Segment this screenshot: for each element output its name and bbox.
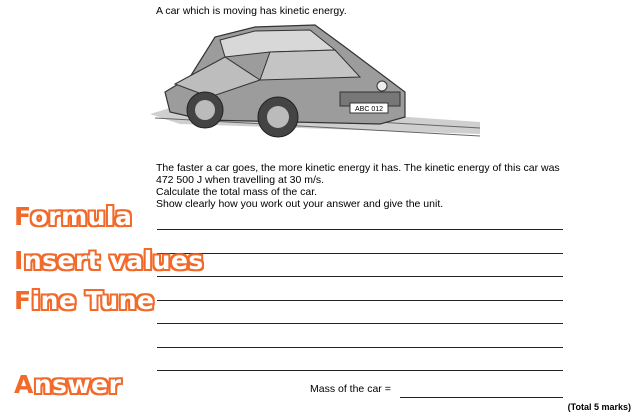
- overlay-rest: ormula: [30, 202, 133, 231]
- answer-field[interactable]: [400, 397, 563, 398]
- answer-rule[interactable]: [157, 370, 563, 371]
- overlay-rest: nswer: [33, 370, 122, 399]
- answer-rule[interactable]: [157, 276, 563, 277]
- overlay-rest: ine Tune: [31, 286, 155, 315]
- total-marks: (Total 5 marks): [567, 402, 631, 412]
- plate-text: ABC 012: [354, 106, 384, 113]
- question-line: The faster a car goes, the more kinetic energy it has. The kinetic energy of this car was: [156, 162, 560, 174]
- overlay-cap: I: [14, 246, 24, 275]
- question-text: [156, 162, 560, 210]
- question-line: Calculate the total mass of the car.: [156, 186, 318, 198]
- overlay-fine-tune: [14, 286, 154, 315]
- intro-text: A car which is moving has kinetic energy.: [156, 5, 347, 17]
- answer-rule[interactable]: [157, 229, 563, 230]
- overlay-insert-values: [14, 246, 204, 275]
- answer-rule[interactable]: [157, 253, 563, 254]
- overlay-formula: [14, 202, 132, 231]
- answer-label: Mass of the car =: [310, 383, 391, 395]
- answer-rule[interactable]: [157, 300, 563, 301]
- question-line: Show clearly how you work out your answer and give the unit.: [156, 198, 444, 210]
- overlay-rest: nsert values: [23, 246, 204, 275]
- answer-rule[interactable]: [157, 323, 563, 324]
- overlay-cap: F: [14, 286, 32, 315]
- answer-rule[interactable]: [157, 347, 563, 348]
- overlay-answer: [14, 370, 121, 399]
- car-illustration: [150, 22, 480, 152]
- overlay-cap: F: [14, 202, 31, 231]
- question-line: 472 500 J when travelling at 30 m/s.: [156, 174, 325, 186]
- overlay-cap: A: [14, 370, 34, 399]
